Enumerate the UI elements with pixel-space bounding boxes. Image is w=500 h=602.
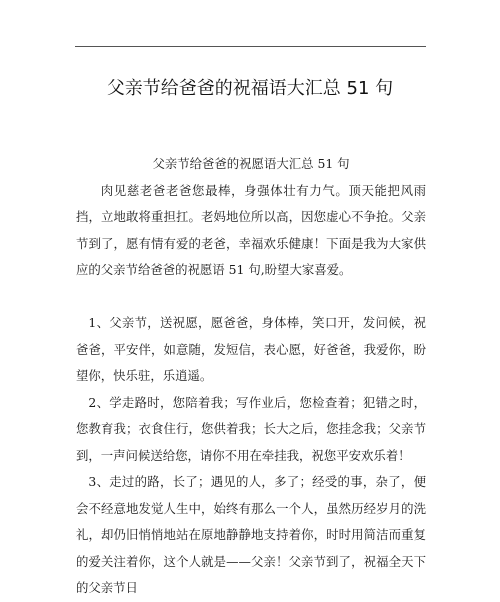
document-title: 父亲节给爸爸的祝福语大汇总 51 句 [106, 78, 394, 99]
document-subtitle: 父亲节给爸爸的祝愿语大汇总 51 句 [152, 156, 350, 171]
intro-paragraph: 肉见慈老爸老爸您最棒，身强体壮有力气。顶天能把风雨挡，立地敢将重担扛。老妈地位所以高，因您虚心不争抢。父亲节到了，愿有情有爱的老爸，幸福欢乐健康！下面是我为大家供应的父亲节给爸爸的祝愿语 51 句,盼望大家喜爱。 [76, 182, 426, 277]
header-rule [75, 46, 426, 47]
document-body [76, 151, 426, 602]
paragraph-gap [76, 284, 426, 311]
list-item: 3、走过的路，长了；遇见的人，多了；经受的事，杂了，便会不经意地发觉人生中，始终有那么一个人，虽然历经岁月的洗礼，却仍旧悄悄地站在原地静静地支持着你，时时用简洁而重复的爱关注着你，这个人就是——父亲！父亲节到了，祝福全天下的父亲节日 [76, 474, 426, 595]
list-item: 1、父亲节，送祝愿，愿爸爸，身体棒，笑口开，发问候，祝爸爸，平安伴，如意随，发短信，表心愿，好爸爸，我爱你，盼望你，快乐驻，乐逍遥。 [76, 315, 426, 383]
list-item: 2、学走路时，您陪着我；写作业后，您检查着；犯错之时，您教育我；衣食住行，您供着我；长大之后，您挂念我；父亲节到，一声问候送给您，请你不用在牵挂我，祝您平安欢乐着！ [76, 394, 426, 463]
